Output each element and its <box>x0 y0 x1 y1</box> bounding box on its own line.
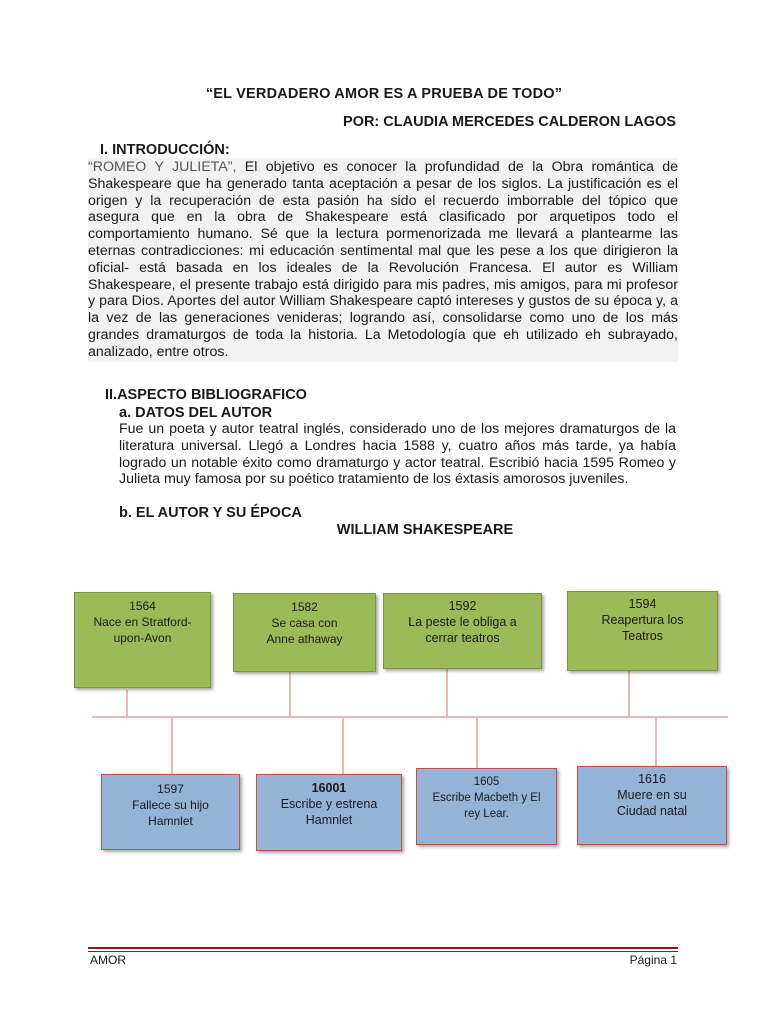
event-text: Nace en Stratford-upon-Avon <box>93 615 192 645</box>
footer-left-text: AMOR <box>90 953 126 967</box>
author-line: POR: CLAUDIA MERCEDES CALDERON LAGOS <box>343 114 676 130</box>
document-title: “EL VERDADERO AMOR ES A PRUEBA DE TODO” <box>205 86 563 102</box>
timeline-event-1605 <box>416 768 557 845</box>
timeline-subject: WILLIAM SHAKESPEARE <box>336 522 514 538</box>
event-year: 16001 <box>311 781 347 795</box>
timeline-event-1597 <box>101 774 240 850</box>
subheading-author-era: b. EL AUTOR Y SU ÉPOCA <box>119 505 302 521</box>
author-bio-paragraph: Fue un poeta y autor teatral inglés, considerado uno de los mejores dramaturgos de la literatura universal. Llegó a Londres hacia 1588 y, cuatro años más tarde, ya había logrado un notable éxito como dramaturgo y actor teatral. Escribió hacia 1595 Romeo y Julieta muy famosa por su poético tratamiento de los éxtasis amorosos juveniles. <box>119 421 676 488</box>
intro-body: El objetivo es conocer la profundidad de la Obra romántica de Shakespeare que ha generado tanta aceptación a pesar de los siglos. La justificación es el origen y la recuperación de esta pasión ha sido el recuerdo imborrable del tópico que asegura que en la obra de Shakespeare está clasificado por arquetipos todo el comportamiento humano. Sé que la lectura pormenorizada me llevará a plantearme las eternas contradicciones: mi educación sentimental mal que les pese a los que dirigieron la oficial- está basada en los ideales de la Revolución Francesa. El autor es William Shakespeare, el presente trabajo está dirigido para mis padres, mis amigos, para mi profesor y para Dios. Aportes del autor William Shakespeare captó intereses y gustos de su época y, a la vez de las generaciones venideras; logrando así, consolidarse como uno de los más grandes dramaturgos de toda la historia. La Metodología que eh utilizado eh subrayado, analizado, entre otros. <box>88 159 678 360</box>
event-year: 1592 <box>448 599 477 613</box>
timeline-event-16001 <box>256 774 402 851</box>
timeline-event-1582 <box>233 593 376 672</box>
footer-rule <box>88 947 678 949</box>
event-text: Escribe y estrena Hamnlet <box>280 797 378 827</box>
subheading-author-data: a. DATOS DEL AUTOR <box>119 405 273 421</box>
timeline-event-1594 <box>567 591 718 671</box>
timeline-event-1616 <box>577 766 727 845</box>
page-number: Página 1 <box>629 953 677 967</box>
event-text: Fallece su hijo Hamnlet <box>132 798 209 828</box>
event-text: Se casa con Anne athaway <box>266 616 343 646</box>
event-year: 1597 <box>157 782 184 796</box>
timeline-event-1592 <box>383 593 542 669</box>
section-heading-bibliographic: II.ASPECTO BIBLIOGRAFICO <box>105 387 307 403</box>
intro-lead: “ROMEO Y JULIETA”, <box>88 159 237 175</box>
timeline-event-1564 <box>74 592 211 688</box>
event-year: 1616 <box>638 772 666 786</box>
event-text: Escribe Macbeth y El rey Lear. <box>432 792 541 820</box>
event-year: 1564 <box>129 599 156 613</box>
event-year: 1594 <box>628 597 657 611</box>
event-year: 1605 <box>473 776 500 788</box>
footer-rule-thin <box>88 951 678 952</box>
event-text: Muere en su Ciudad natal <box>616 788 688 818</box>
section-heading-introduction: I. INTRODUCCIÓN: <box>100 142 230 158</box>
event-year: 1582 <box>291 600 318 614</box>
event-text: La peste le obliga a cerrar teatros <box>408 615 517 645</box>
event-text: Reapertura los Teatros <box>601 613 684 643</box>
